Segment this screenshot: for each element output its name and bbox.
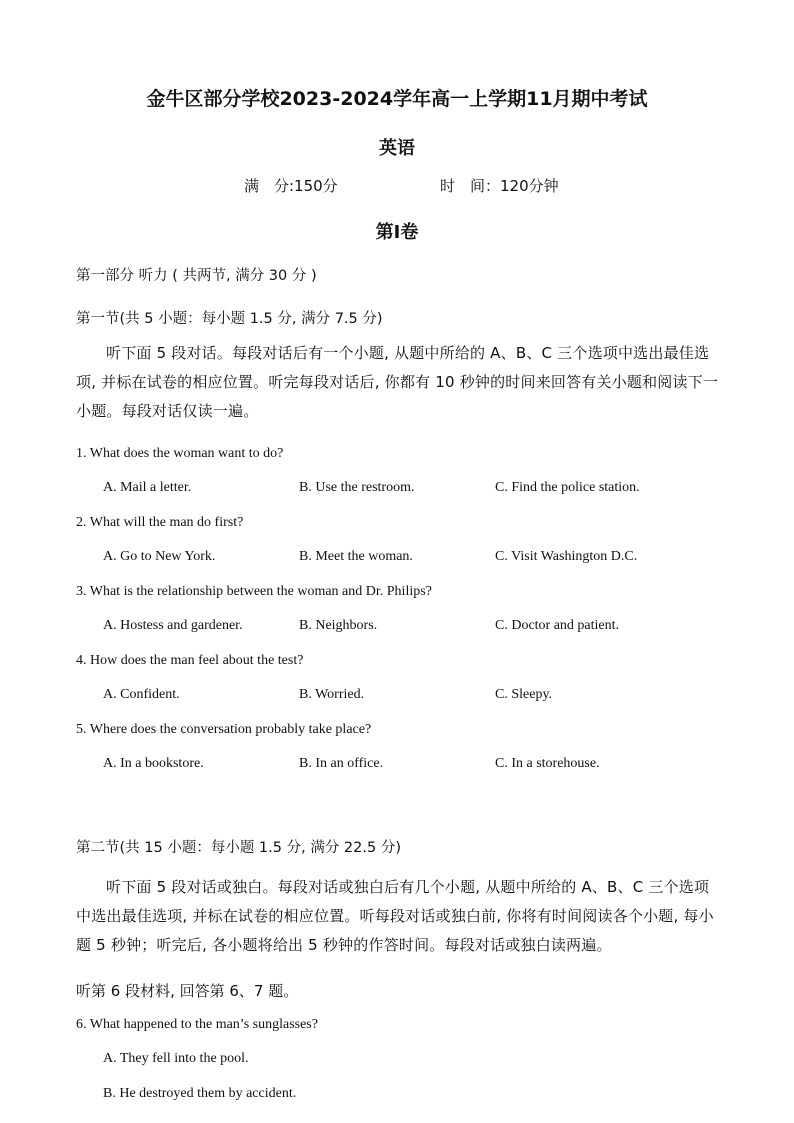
question-3-option-a: A. Hostess and gardener. <box>103 618 243 633</box>
subject-title: 英语 <box>379 138 415 159</box>
question-4-option-b: B. Worried. <box>299 687 365 702</box>
question-2-option-a: A. Go to New York. <box>103 549 216 564</box>
question-3-option-c: C. Doctor and patient. <box>495 618 620 633</box>
question-6-option-b: B. He destroyed them by accident. <box>103 1086 297 1101</box>
question-4-option-a: A. Confident. <box>103 687 180 702</box>
question-2-option-c: C. Visit Washington D.C. <box>495 549 638 564</box>
exam-title: 金牛区部分学校2023-2024学年高一上学期11月期中考试 <box>146 88 648 110</box>
question-5-option-b: B. In an office. <box>299 756 384 771</box>
section2-instructions: 听下面 5 段对话或独白。每段对话或独白后有几个小题, 从题中所给的 A、B、C 三个选项中选出最佳选项, 并标在试卷的相应位置。听每段对话或独白前, 你将有时间阅读各个小题, 每小题 5 秒钟；听完后, 各小题将给出 5 秒钟的作答时间。每段对话或独白读两遍。 <box>76 878 714 954</box>
question-6-stem: 6. What happened to the man’s sunglasses? <box>76 1017 318 1032</box>
question-6-option-a: A. They fell into the pool. <box>103 1051 249 1066</box>
question-5-option-c: C. In a storehouse. <box>495 756 600 771</box>
question-4-stem: 4. How does the man feel about the test? <box>76 653 304 668</box>
time-limit-label: 时 间：120分钟 <box>440 177 559 195</box>
question-5-option-a: A. In a bookstore. <box>103 756 204 771</box>
question-4-option-c: C. Sleepy. <box>495 687 553 702</box>
question-3-stem: 3. What is the relationship between the woman and Dr. Philips? <box>76 584 432 599</box>
volume-heading: 第Ⅰ卷 <box>375 222 419 243</box>
question-3-option-b: B. Neighbors. <box>299 618 378 633</box>
question-1-option-b: B. Use the restroom. <box>299 480 415 495</box>
section1-heading: 第一节(共 5 小题：每小题 1.5 分, 满分 7.5 分) <box>76 311 383 327</box>
question-1-stem: 1. What does the woman want to do? <box>76 446 284 461</box>
question-1-option-a: A. Mail a letter. <box>103 480 192 495</box>
question-1-option-c: C. Find the police station. <box>495 480 640 495</box>
part1-heading: 第一部分 听力 ( 共两节, 满分 30 分 ) <box>76 268 317 284</box>
question-5-stem: 5. Where does the conversation probably take place? <box>76 722 372 737</box>
question-2-stem: 2. What will the man do first? <box>76 515 244 530</box>
section2-heading: 第二节(共 15 小题：每小题 1.5 分, 满分 22.5 分) <box>76 840 401 856</box>
section1-instructions: 听下面 5 段对话。每段对话后有一个小题, 从题中所给的 A、B、C 三个选项中选出最佳选项, 并标在试卷的相应位置。听完每段对话后, 你都有 10 秒钟的时间来回答有关小题和阅读下一小题。每段对话仅读一遍。 <box>76 344 719 420</box>
question-2-option-b: B. Meet the woman. <box>299 549 413 564</box>
full-score-label: 满 分:150分 <box>244 177 338 195</box>
material-note: 听第 6 段材料, 回答第 6、7 题。 <box>76 982 299 1000</box>
